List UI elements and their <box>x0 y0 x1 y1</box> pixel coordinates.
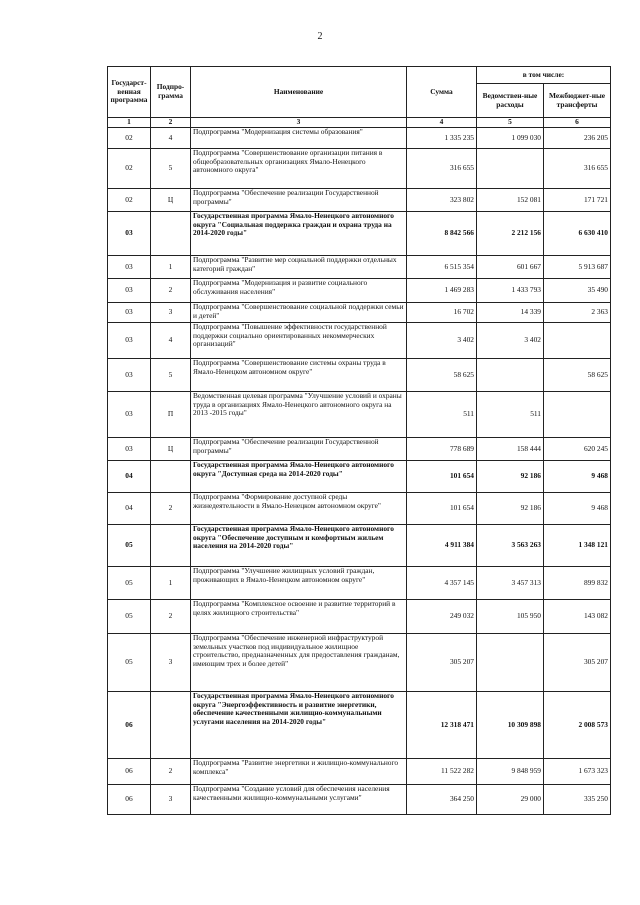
subprogram-code-cell: 1 <box>151 256 191 279</box>
dept-expenses-cell: 1 433 793 <box>477 279 544 303</box>
dept-expenses-cell: 29 000 <box>477 785 544 815</box>
header-subprogram: Подпро-грамма <box>151 67 191 118</box>
sum-cell: 6 515 354 <box>407 256 477 279</box>
program-code-cell: 02 <box>108 149 151 189</box>
dept-expenses-cell: 105 950 <box>477 600 544 634</box>
program-name-cell: Подпрограмма "Модернизация системы образования" <box>191 128 407 149</box>
program-name-cell: Подпрограмма "Совершенствование системы охраны труда в Ямало-Ненецком автономном округе" <box>191 359 407 392</box>
subprogram-code-cell: 5 <box>151 149 191 189</box>
program-name-cell: Подпрограмма "Совершенствование социальной поддержки семьи и детей" <box>191 303 407 323</box>
sum-cell: 58 625 <box>407 359 477 392</box>
table-row <box>108 759 611 785</box>
subprogram-code-cell: Ц <box>151 438 191 461</box>
sum-cell: 4 911 384 <box>407 525 477 567</box>
sum-cell: 778 689 <box>407 438 477 461</box>
table-row <box>108 461 611 493</box>
table-row <box>108 692 611 759</box>
program-code-cell: 05 <box>108 634 151 692</box>
program-code-cell: 03 <box>108 359 151 392</box>
program-name-cell: Подпрограмма "Развитие мер социальной поддержки отдельных категорий граждан" <box>191 256 407 279</box>
table-row <box>108 149 611 189</box>
dept-expenses-cell: 14 339 <box>477 303 544 323</box>
subprogram-code-cell: П <box>151 392 191 438</box>
subprogram-code-cell: 2 <box>151 279 191 303</box>
program-code-cell: 02 <box>108 189 151 212</box>
table-row <box>108 128 611 149</box>
dept-expenses-cell: 10 309 898 <box>477 692 544 759</box>
transfers-cell: 171 721 <box>544 189 611 212</box>
dept-expenses-cell: 92 186 <box>477 493 544 525</box>
table-row <box>108 279 611 303</box>
transfers-cell: 305 207 <box>544 634 611 692</box>
sum-cell: 101 654 <box>407 461 477 493</box>
table-body <box>108 128 611 815</box>
sum-cell: 8 842 566 <box>407 212 477 256</box>
subprogram-code-cell <box>151 525 191 567</box>
transfers-cell: 335 250 <box>544 785 611 815</box>
table-row <box>108 525 611 567</box>
subprogram-code-cell: 2 <box>151 759 191 785</box>
subprogram-code-cell: 3 <box>151 634 191 692</box>
budget-table <box>107 66 611 815</box>
program-code-cell: 03 <box>108 279 151 303</box>
dept-expenses-cell: 158 444 <box>477 438 544 461</box>
table-row <box>108 600 611 634</box>
sum-cell: 1 335 235 <box>407 128 477 149</box>
dept-expenses-cell <box>477 149 544 189</box>
header-including: в том числе: <box>477 67 611 84</box>
transfers-cell: 9 468 <box>544 461 611 493</box>
program-code-cell: 03 <box>108 323 151 359</box>
program-name-cell: Подпрограмма "Комплексное освоение и развитие территорий в целях жилищного строительства" <box>191 600 407 634</box>
sum-cell: 101 654 <box>407 493 477 525</box>
column-number: 3 <box>191 118 407 128</box>
table-row <box>108 438 611 461</box>
subprogram-code-cell <box>151 461 191 493</box>
program-name-cell: Подпрограмма "Совершенствование организации питания в общеобразовательных организациях Ямало-Ненецкого автономного округа" <box>191 149 407 189</box>
page-number: 2 <box>317 31 323 42</box>
sum-cell: 16 702 <box>407 303 477 323</box>
sum-cell: 316 655 <box>407 149 477 189</box>
dept-expenses-cell: 3 457 313 <box>477 567 544 600</box>
sum-cell: 12 318 471 <box>407 692 477 759</box>
program-code-cell: 06 <box>108 785 151 815</box>
header-program: Государст-венная программа <box>108 67 151 118</box>
subprogram-code-cell <box>151 692 191 759</box>
program-code-cell: 03 <box>108 256 151 279</box>
subprogram-code-cell: 3 <box>151 303 191 323</box>
program-name-cell: Подпрограмма "Улучшение жилищных условий граждан, проживающих в Ямало-Ненецком автономном округе" <box>191 567 407 600</box>
dept-expenses-cell: 3 402 <box>477 323 544 359</box>
transfers-cell <box>544 323 611 359</box>
table-row <box>108 634 611 692</box>
program-code-cell: 04 <box>108 493 151 525</box>
column-number: 2 <box>151 118 191 128</box>
subprogram-code-cell: 4 <box>151 128 191 149</box>
table-row <box>108 303 611 323</box>
transfers-cell: 5 913 687 <box>544 256 611 279</box>
transfers-cell <box>544 392 611 438</box>
header-dept-expenses: Ведомствен-ные расходы <box>477 84 544 118</box>
dept-expenses-cell: 152 081 <box>477 189 544 212</box>
transfers-cell: 143 082 <box>544 600 611 634</box>
program-code-cell: 05 <box>108 600 151 634</box>
subprogram-code-cell: 1 <box>151 567 191 600</box>
program-name-cell: Государственная программа Ямало-Ненецкого автономного округа "Доступная среда на 2014-2020 годы" <box>191 461 407 493</box>
dept-expenses-cell: 511 <box>477 392 544 438</box>
table-row <box>108 785 611 815</box>
program-name-cell: Ведомственная целевая программа "Улучшение условий и охраны труда в организациях Ямало-Ненецкого автономного округа на 2013 -2015 годы" <box>191 392 407 438</box>
dept-expenses-cell: 2 212 156 <box>477 212 544 256</box>
program-code-cell: 03 <box>108 303 151 323</box>
program-code-cell: 06 <box>108 692 151 759</box>
sum-cell: 4 357 145 <box>407 567 477 600</box>
program-code-cell: 03 <box>108 438 151 461</box>
table-row <box>108 256 611 279</box>
transfers-cell: 1 673 323 <box>544 759 611 785</box>
column-number: 4 <box>407 118 477 128</box>
program-name-cell: Подпрограмма "Обеспечение реализации Государственной программы" <box>191 189 407 212</box>
sum-cell: 364 250 <box>407 785 477 815</box>
transfers-cell: 899 832 <box>544 567 611 600</box>
dept-expenses-cell: 9 848 959 <box>477 759 544 785</box>
program-code-cell: 05 <box>108 525 151 567</box>
subprogram-code-cell: 5 <box>151 359 191 392</box>
table-row <box>108 189 611 212</box>
header-name: Наименование <box>191 67 407 118</box>
program-name-cell: Подпрограмма "Обеспечение реализации Государственной программы" <box>191 438 407 461</box>
table-row <box>108 392 611 438</box>
program-code-cell: 05 <box>108 567 151 600</box>
table-row <box>108 567 611 600</box>
sum-cell: 11 522 282 <box>407 759 477 785</box>
subprogram-code-cell: 3 <box>151 785 191 815</box>
sum-cell: 1 469 283 <box>407 279 477 303</box>
subprogram-code-cell <box>151 212 191 256</box>
sum-cell: 323 802 <box>407 189 477 212</box>
table-header <box>108 67 611 128</box>
subprogram-code-cell: 4 <box>151 323 191 359</box>
sum-cell: 305 207 <box>407 634 477 692</box>
transfers-cell: 1 348 121 <box>544 525 611 567</box>
program-name-cell: Подпрограмма "Создание условий для обеспечения населения качественными жилищно-коммунальными услугами" <box>191 785 407 815</box>
transfers-cell: 316 655 <box>544 149 611 189</box>
program-name-cell: Государственная программа Ямало-Ненецкого автономного округа "Социальная поддержка граждан и охрана труда на 2014-2020 годы" <box>191 212 407 256</box>
transfers-cell: 58 625 <box>544 359 611 392</box>
program-name-cell: Подпрограмма "Обеспечение инженерной инфраструктурой земельных участков под индивидуальное жилищное строительство, предназначенных для предоставления гражданам, имеющим трех и более детей" <box>191 634 407 692</box>
column-number: 1 <box>108 118 151 128</box>
table-row <box>108 212 611 256</box>
dept-expenses-cell: 1 099 030 <box>477 128 544 149</box>
sum-cell: 511 <box>407 392 477 438</box>
column-number: 5 <box>477 118 544 128</box>
program-code-cell: 03 <box>108 212 151 256</box>
program-name-cell: Подпрограмма "Формирование доступной среды жизнедеятельности в Ямало-Ненецком автономном округе" <box>191 493 407 525</box>
subprogram-code-cell: 2 <box>151 600 191 634</box>
transfers-cell: 2 008 573 <box>544 692 611 759</box>
program-name-cell: Государственная программа Ямало-Ненецкого автономного округа "Обеспечение доступным и комфортным жильем населения на 2014-2020 годы" <box>191 525 407 567</box>
program-name-cell: Подпрограмма "Развитие энергетики и жилищно-коммунального комплекса" <box>191 759 407 785</box>
transfers-cell: 620 245 <box>544 438 611 461</box>
dept-expenses-cell <box>477 359 544 392</box>
program-code-cell: 03 <box>108 392 151 438</box>
transfers-cell: 35 490 <box>544 279 611 303</box>
table-row <box>108 493 611 525</box>
program-name-cell: Подпрограмма "Модернизация и развитие социального обслуживания населения" <box>191 279 407 303</box>
dept-expenses-cell: 601 667 <box>477 256 544 279</box>
transfers-cell: 6 630 410 <box>544 212 611 256</box>
sum-cell: 3 402 <box>407 323 477 359</box>
transfers-cell: 236 205 <box>544 128 611 149</box>
program-name-cell: Государственная программа Ямало-Ненецкого автономного округа "Энергоэффективность и развитие энергетики, обеспечение качественными жилищно-коммунальными услугами населения на 2014-2020 годы" <box>191 692 407 759</box>
column-number: 6 <box>544 118 611 128</box>
program-code-cell: 02 <box>108 128 151 149</box>
table-row <box>108 323 611 359</box>
dept-expenses-cell: 92 186 <box>477 461 544 493</box>
program-code-cell: 06 <box>108 759 151 785</box>
program-name-cell: Подпрограмма "Повышение эффективности государственной поддержки социально ориентированных некоммерческих организаций" <box>191 323 407 359</box>
dept-expenses-cell: 3 563 263 <box>477 525 544 567</box>
dept-expenses-cell <box>477 634 544 692</box>
transfers-cell: 2 363 <box>544 303 611 323</box>
transfers-cell: 9 468 <box>544 493 611 525</box>
table-row <box>108 359 611 392</box>
subprogram-code-cell: 2 <box>151 493 191 525</box>
sum-cell: 249 032 <box>407 600 477 634</box>
header-transfers: Межбюджет-ные трансферты <box>544 84 611 118</box>
subprogram-code-cell: Ц <box>151 189 191 212</box>
program-code-cell: 04 <box>108 461 151 493</box>
column-number-row <box>108 118 611 128</box>
header-sum: Сумма <box>407 67 477 118</box>
